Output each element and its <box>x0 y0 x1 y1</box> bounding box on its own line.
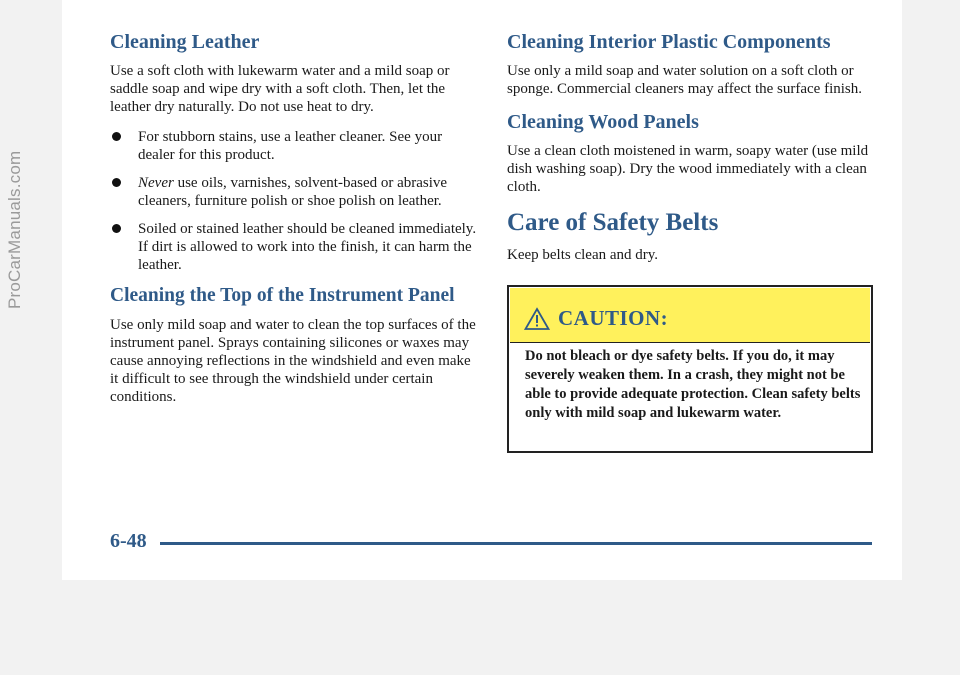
page-number: 6-48 <box>110 530 147 552</box>
list-item <box>110 174 480 210</box>
warning-triangle-icon <box>524 307 550 331</box>
wood-heading: Cleaning Wood Panels <box>507 111 699 133</box>
leather-heading: Cleaning Leather <box>110 31 260 53</box>
instrument-panel-heading: Cleaning the Top of the Instrument Panel <box>110 285 455 306</box>
safety-belts-body: Keep belts clean and dry. <box>507 247 659 263</box>
bullet-icon <box>112 132 121 141</box>
plastic-body: Use only a mild soap and water solution on a soft cloth or sponge. Commercial cleaners may affect the surface finish. <box>507 63 862 97</box>
bullet-text: Soiled or stained leather should be cleaned immediately. If dirt is allowed to work into the finish, it can harm the leather. <box>138 221 477 273</box>
caution-text: Do not bleach or dye safety belts. If you do, it may severely weaken them. In a crash, they might not be able to provide adequate protection. Clean safety belts only with mild soap and lukewarm water. <box>525 348 861 421</box>
bullet-text: For stubborn stains, use a leather cleaner. See your dealer for this product. <box>138 129 443 163</box>
footer-rule <box>160 542 872 545</box>
wood-body: Use a clean cloth moistened in warm, soapy water (use mild dish washing soap). Dry the wood immediately with a clean cloth. <box>507 143 869 195</box>
watermark: ProCarManuals.com <box>5 150 24 310</box>
caution-title: CAUTION: <box>558 306 669 330</box>
bullet-icon <box>112 178 121 187</box>
bullet-icon <box>112 224 121 233</box>
caution-header <box>510 288 870 343</box>
list-item <box>110 128 480 164</box>
caution-label <box>524 306 668 331</box>
bullet-text: use oils, varnishes, solvent-based or abrasive cleaners, furniture polish or shoe polish on leather. <box>138 175 448 209</box>
instrument-panel-body: Use only mild soap and water to clean the top surfaces of the instrument panel. Sprays containing silicones or waxes may cause annoying reflections in the windshield and even make it difficult to see through the windshield under certain conditions. <box>110 317 476 405</box>
caution-box <box>507 285 873 453</box>
leather-intro: Use a soft cloth with lukewarm water and a mild soap or saddle soap and wipe dry with a soft cloth. Then, let the leather dry naturally. Do not use heat to dry. <box>110 63 450 115</box>
safety-belts-heading: Care of Safety Belts <box>507 209 719 236</box>
plastic-heading: Cleaning Interior Plastic Components <box>507 31 831 53</box>
leather-bullet-list <box>110 128 480 274</box>
bullet-emphasis: Never <box>138 175 174 191</box>
right-column <box>507 30 877 276</box>
left-column <box>110 30 480 418</box>
list-item <box>110 220 480 274</box>
